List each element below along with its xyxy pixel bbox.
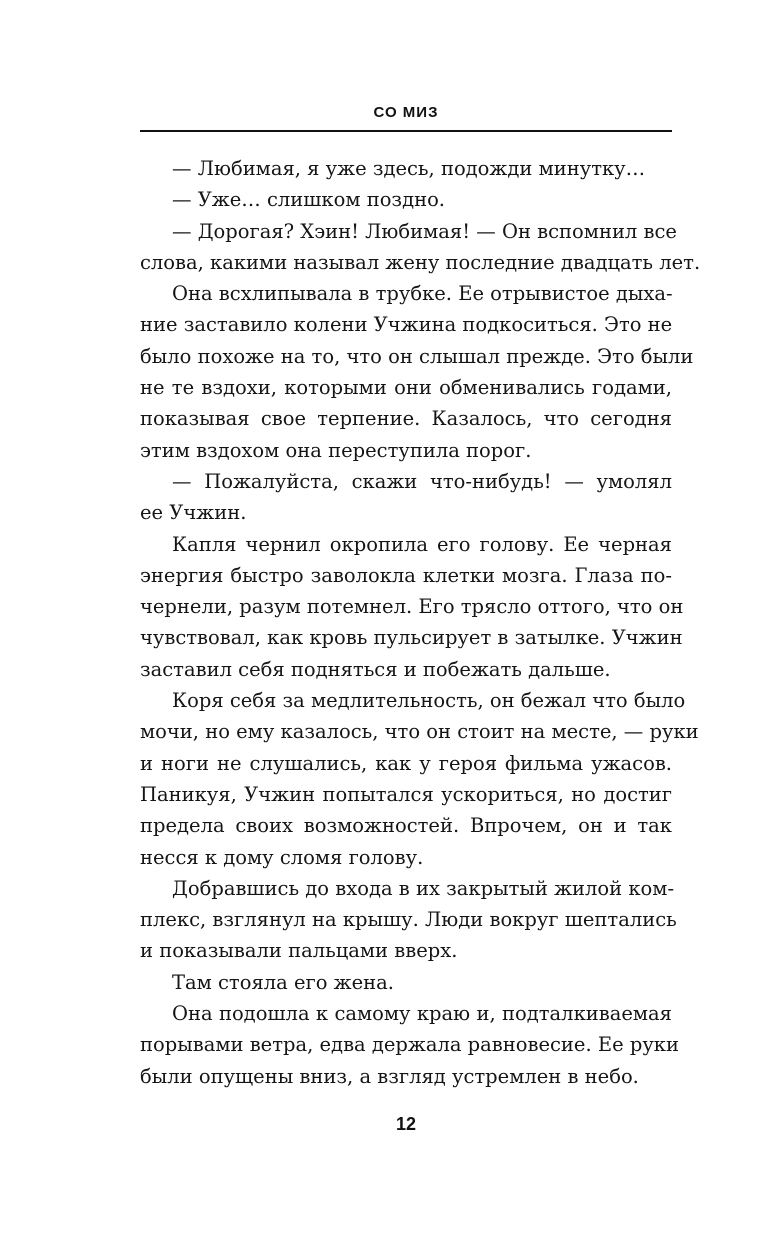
text-line: Паникуя, Учжин попытался ускориться, но достиг [140, 782, 672, 806]
text-line: Капля чернил окропила его голову. Ее черная [172, 532, 672, 556]
page-number: 12 [395, 1114, 417, 1134]
text-line: чувствовал, как кровь пульсирует в затылке. Учжин [140, 626, 683, 650]
text-line: — Уже… слишком поздно. [172, 188, 446, 212]
text-line: были опущены вниз, а взгляд устремлен в небо. [140, 1064, 639, 1088]
text-line: и показывали пальцами вверх. [140, 939, 458, 963]
text-line: — Пожалуйста, скажи что-нибудь! — умолял [172, 469, 672, 493]
header-rule [140, 130, 672, 132]
text-line: — Дорогая? Хэин! Любимая! — Он вспомнил все [172, 219, 677, 243]
text-line: ние заставило колени Учжина подкоситься. Это не [140, 313, 673, 337]
text-line: слова, какими называл жену последние двадцать лет. [140, 250, 701, 274]
text-line: энергия быстро заволокла клетки мозга. Глаза по- [140, 563, 672, 587]
text-line: показывая свое терпение. Казалось, что сегодня [140, 407, 672, 431]
text-line: этим вздохом она переступила порог. [140, 438, 532, 462]
text-line: ее Учжин. [140, 501, 247, 525]
text-line: плекс, взглянул на крышу. Люди вокруг шептались [140, 908, 677, 932]
text-line: несся к дому сломя голову. [140, 845, 424, 869]
text-line: было похоже на то, что он слышал прежде. Это были [140, 344, 694, 368]
body-text [140, 153, 701, 1092]
text-line: предела своих возможностей. Впрочем, он и так [140, 814, 672, 838]
text-line: — Любимая, я уже здесь, подожди минутку… [172, 157, 646, 180]
text-line: чернели, разум потемнел. Его трясло оттого, что он [140, 595, 684, 619]
text-line: Там стояла его жена. [172, 970, 394, 994]
text-line: порывами ветра, едва держала равновесие. Ее руки [140, 1033, 679, 1057]
text-line: мочи, но ему казалось, что он стоит на месте, — руки [140, 720, 699, 744]
text-line: не те вздохи, которыми они обменивались годами, [140, 376, 672, 400]
text-line: Добравшись до входа в их закрытый жилой ком- [172, 876, 675, 900]
text-line: и ноги не слушались, как у героя фильма ужасов. [140, 751, 672, 775]
text-line: Она подошла к самому краю и, подталкиваемая [172, 1002, 672, 1026]
text-line: заставил себя подняться и побежать дальше. [140, 657, 611, 681]
text-line: Она всхлипывала в трубке. Ее отрывистое дыха- [172, 282, 673, 306]
text-line: Коря себя за медлительность, он бежал что было [172, 689, 686, 713]
running-header: СО МИЗ [373, 104, 439, 121]
